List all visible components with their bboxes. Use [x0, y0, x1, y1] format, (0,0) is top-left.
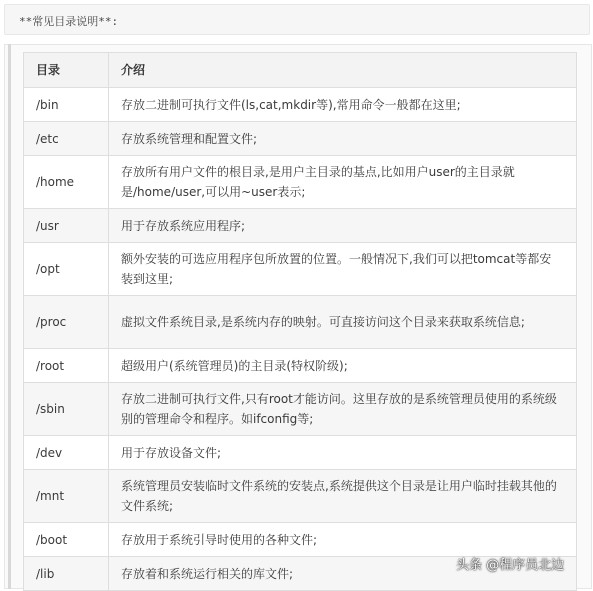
table-row — [24, 88, 577, 122]
quote-bar — [8, 44, 11, 589]
note-heading: **常见目录说明**: — [19, 15, 119, 28]
watermark: 头条 @程序员北边 — [456, 558, 565, 573]
desc-cell: 存放二进制可执行文件(ls,cat,mkdir等),常用命令一般都在这里; — [109, 88, 577, 122]
table-row — [24, 383, 577, 436]
desc-cell: 存放系统管理和配置文件; — [109, 122, 577, 156]
table-header-row — [24, 53, 577, 88]
directory-table — [23, 52, 577, 591]
dir-cell: /etc — [24, 122, 109, 156]
dir-cell: /boot — [24, 523, 109, 557]
dir-cell: /opt — [24, 243, 109, 296]
desc-cell: 虚拟文件系统目录,是系统内存的映射。可直接访问这个目录来获取系统信息; — [109, 296, 577, 349]
dir-cell: /root — [24, 349, 109, 383]
table-row — [24, 296, 577, 349]
desc-cell: 存放所有用户文件的根目录,是用户主目录的基点,比如用户user的主目录就是/home/user,可以用~user表示; — [109, 156, 577, 209]
table-row — [24, 156, 577, 209]
desc-cell: 额外安装的可选应用程序包所放置的位置。一般情况下,我们可以把tomcat等都安装到这里; — [109, 243, 577, 296]
table-row — [24, 436, 577, 470]
dir-cell: /bin — [24, 88, 109, 122]
table-row — [24, 349, 577, 383]
desc-cell: 存放着和系统运行相关的库文件; — [109, 557, 577, 591]
table-row — [24, 470, 577, 523]
table-row — [24, 523, 577, 557]
desc-cell: 用于存放系统应用程序; — [109, 209, 577, 243]
dir-cell: /sbin — [24, 383, 109, 436]
dir-cell: /dev — [24, 436, 109, 470]
table-row — [24, 209, 577, 243]
header-description: 介绍 — [109, 53, 577, 88]
table-row — [24, 243, 577, 296]
dir-cell: /lib — [24, 557, 109, 591]
note-box — [4, 4, 590, 35]
header-directory: 目录 — [24, 53, 109, 88]
desc-cell: 存放用于系统引导时使用的各种文件; — [109, 523, 577, 557]
dir-cell: /mnt — [24, 470, 109, 523]
dir-cell: /proc — [24, 296, 109, 349]
desc-cell: 用于存放设备文件; — [109, 436, 577, 470]
table-row — [24, 122, 577, 156]
desc-cell: 超级用户(系统管理员)的主目录(特权阶级); — [109, 349, 577, 383]
dir-cell: /home — [24, 156, 109, 209]
desc-cell: 存放二进制可执行文件,只有root才能访问。这里存放的是系统管理员使用的系统级别的管理命令和程序。如ifconfig等; — [109, 383, 577, 436]
dir-cell: /usr — [24, 209, 109, 243]
desc-cell: 系统管理员安装临时文件系统的安装点,系统提供这个目录是让用户临时挂载其他的文件系统; — [109, 470, 577, 523]
